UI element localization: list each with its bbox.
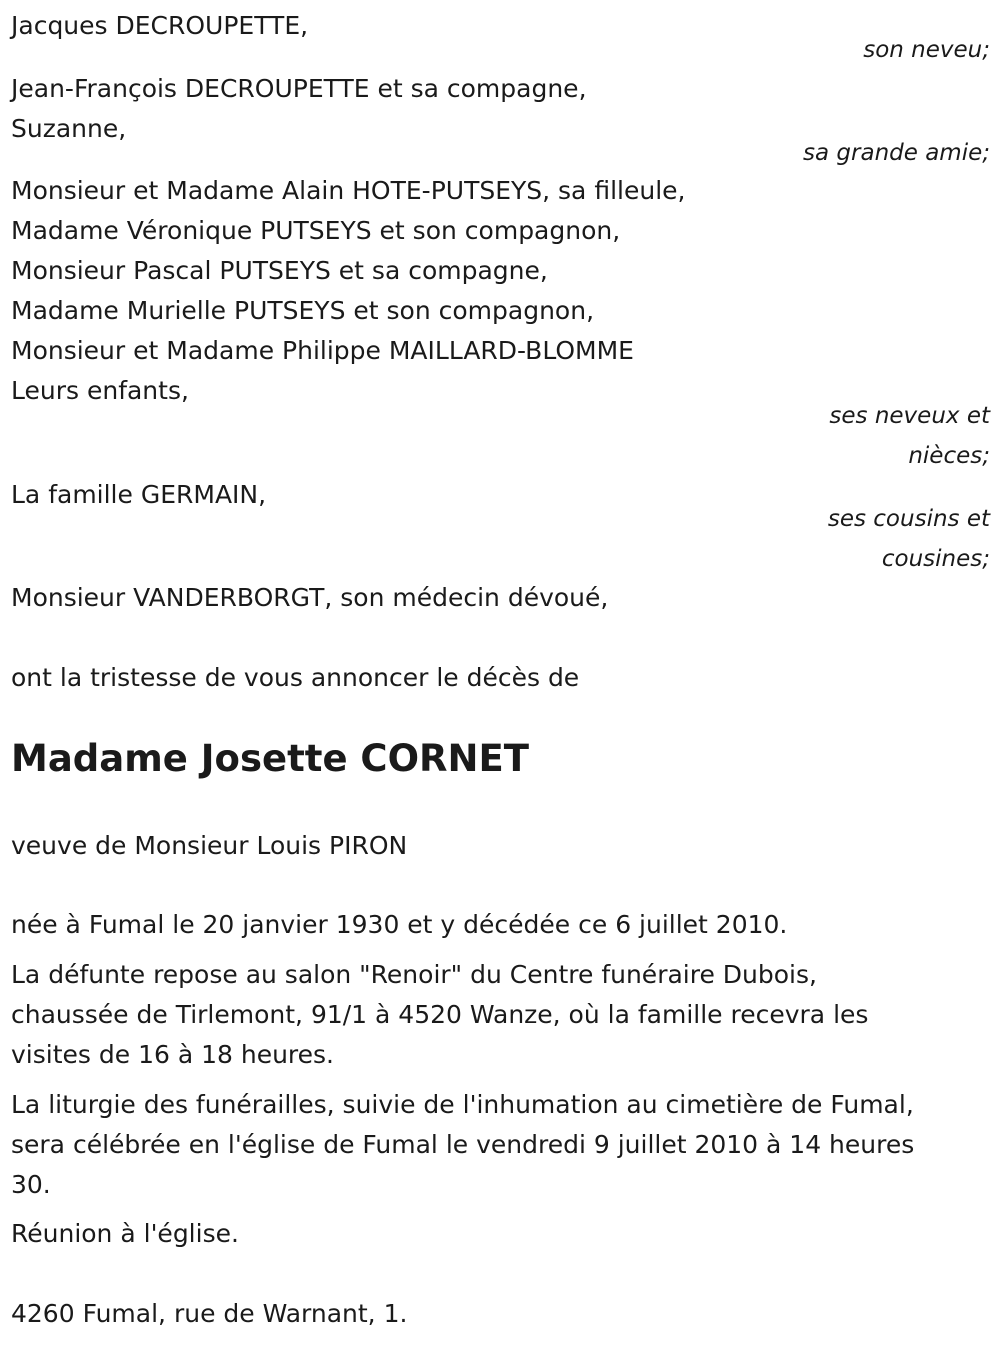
funeral-line-2: sera célébrée en l'église de Fumal le vendredi 9 juillet 2010 à 14 heures	[11, 1130, 915, 1159]
family-line-children: Leurs enfants,	[11, 376, 189, 405]
family-line-doctor: Monsieur VANDERBORGT, son médecin dévoué,	[11, 583, 609, 612]
family-line-jacques: Jacques DECROUPETTE,	[11, 11, 309, 40]
family-line-veronique: Madame Véronique PUTSEYS et son compagnon,	[11, 216, 621, 245]
relation-nephews-line2: nièces;	[908, 443, 990, 469]
relation-cousins-line1: ses cousins et	[827, 506, 990, 532]
family-line-murielle: Madame Murielle PUTSEYS et son compagnon,	[11, 296, 595, 325]
relation-cousins-line2: cousines;	[881, 546, 990, 572]
announcement-text: ont la tristesse de vous annoncer le décès de	[11, 663, 580, 692]
funeral-line-3: 30.	[11, 1170, 51, 1199]
viewing-line-1: La défunte repose au salon "Renoir" du Centre funéraire Dubois,	[11, 960, 817, 989]
family-line-germain: La famille GERMAIN,	[11, 480, 267, 509]
relation-great-friend: sa grande amie;	[803, 140, 990, 166]
birth-death-text: née à Fumal le 20 janvier 1930 et y décédée ce 6 juillet 2010.	[11, 910, 788, 939]
deceased-name: Madame Josette CORNET	[11, 737, 529, 780]
relation-nephews-line1: ses neveux et	[829, 403, 990, 429]
funeral-line-1: La liturgie des funérailles, suivie de l'inhumation au cimetière de Fumal,	[11, 1090, 914, 1119]
viewing-line-2: chaussée de Tirlemont, 91/1 à 4520 Wanze, où la famille recevra les	[11, 1000, 869, 1029]
meeting-text: Réunion à l'église.	[11, 1219, 239, 1248]
address-text: 4260 Fumal, rue de Warnant, 1.	[11, 1299, 408, 1328]
family-line-maillard: Monsieur et Madame Philippe MAILLARD-BLOMME	[11, 336, 634, 365]
viewing-line-3: visites de 16 à 18 heures.	[11, 1040, 334, 1069]
widow-of-text: veuve de Monsieur Louis PIRON	[11, 831, 408, 860]
family-line-hote-putseys: Monsieur et Madame Alain HOTE-PUTSEYS, sa filleule,	[11, 176, 686, 205]
relation-nephew: son neveu;	[863, 37, 990, 63]
family-line-pascal: Monsieur Pascal PUTSEYS et sa compagne,	[11, 256, 548, 285]
family-line-suzanne: Suzanne,	[11, 114, 127, 143]
family-line-jean-francois: Jean-François DECROUPETTE et sa compagne,	[11, 74, 587, 103]
